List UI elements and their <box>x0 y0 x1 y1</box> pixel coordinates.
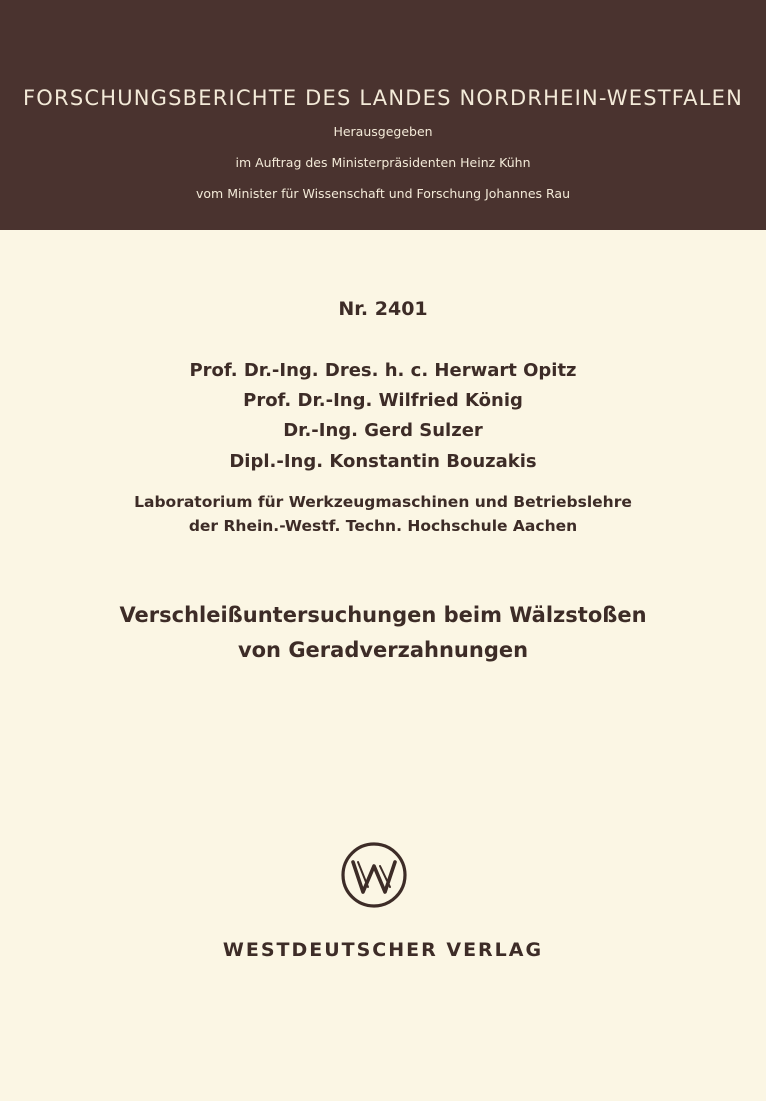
publisher-name: WESTDEUTSCHER VERLAG <box>222 939 544 961</box>
institution-line-2: der Rhein.-Westf. Techn. Hochschule Aachen <box>188 517 578 535</box>
author-2: Prof. Dr.-Ing. Wilfried König <box>243 390 523 411</box>
series-header-band <box>0 0 766 230</box>
book-title-line-1: Verschleißuntersuchungen beim Wälzstoßen <box>119 603 647 627</box>
series-title: FORSCHUNGSBERICHTE DES LANDES NORDRHEIN-WESTFALEN <box>23 86 743 110</box>
author-4: Dipl.-Ing. Konstantin Bouzakis <box>229 451 537 472</box>
author-1: Prof. Dr.-Ing. Dres. h. c. Herwart Opitz <box>189 360 577 381</box>
report-number: Nr. 2401 <box>338 298 428 320</box>
wv-publisher-logo-icon <box>339 840 409 910</box>
header-line-commission: im Auftrag des Ministerpräsidenten Heinz Kühn <box>235 155 531 170</box>
header-line-minister: vom Minister für Wissenschaft und Forschung Johannes Rau <box>196 186 570 201</box>
author-3: Dr.-Ing. Gerd Sulzer <box>283 420 483 441</box>
institution-line-1: Laboratorium für Werkzeugmaschinen und Betriebslehre <box>134 493 632 511</box>
book-title-line-2: von Geradverzahnungen <box>237 638 529 662</box>
header-line-published: Herausgegeben <box>333 124 433 139</box>
